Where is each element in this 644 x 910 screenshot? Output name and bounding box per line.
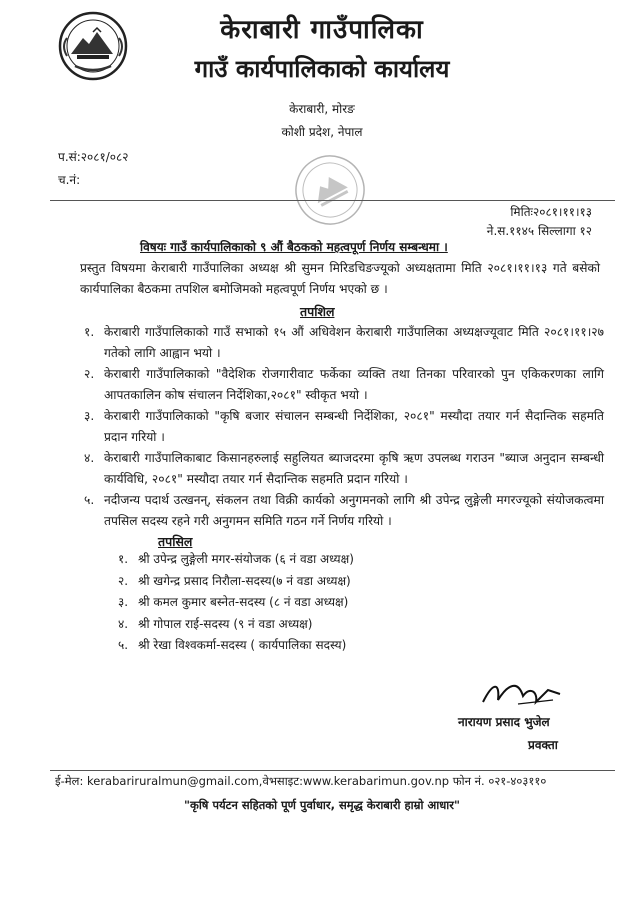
footer-slogan: "कृषि पर्यटन सहितको पूर्ण पुर्वाधार, समृद्ध केराबारी हाम्रो आधार": [184, 798, 460, 812]
decision-item: २. केराबारी गाउँपालिकाको "वैदेशिक रोजगारीवाट फर्केका व्यक्ति तथा तिनका परिवारको पुन एकिकरणका लागि आपतकालिन कोष संचालन निर्देशिका,२०८१" स्वीकृत भयो ।: [84, 367, 604, 402]
members-heading: तपसिल: [158, 534, 193, 549]
office-stamp-icon: [285, 150, 375, 230]
header-divider: [50, 200, 615, 201]
decision-item: ४. केराबारी गाउँपालिकाबाट किसानहरुलाई सहुलियत ब्याजदरमा कृषि ऋण उपलब्ध गराउन "ब्याज अनुदान सम्बन्धी कार्यविधि, २०८१" मस्यौदा तयार गर्न सैदान्तिक सहमति प्रदान गरियो ।: [84, 451, 604, 486]
members-list: [118, 549, 354, 657]
member-item: १. श्री उपेन्द्र लुङ्गेली मगर-संयोजक (६ नं वडा अध्यक्ष): [118, 552, 354, 566]
date-bs: मितिः२०८१।११।१३: [510, 205, 592, 219]
decisions-heading: तपशिल: [300, 304, 335, 319]
member-item: ४. श्री गोपाल राई-सदस्य (९ नं वडा अध्यक्ष): [118, 616, 313, 631]
footer-divider: [50, 770, 615, 771]
reference-number: प.सं:२०८१/०८२: [58, 150, 129, 164]
decisions-list: [84, 322, 604, 532]
member-item: २. श्री खगेन्द्र प्रसाद निरौला-सदस्य(७ नं वडा अध्यक्ष): [118, 573, 351, 588]
address-line-2: कोशी प्रदेश, नेपाल: [281, 125, 363, 139]
date-ns: ने.स.११४५ सिल्लागा १२: [486, 224, 592, 238]
intro-paragraph: प्रस्तुत विषयमा केराबारी गाउँपालिका अध्यक्ष श्री सुमन मिरिडचिङज्यूको अध्यक्षतामा मिति २०८१।११।१३ गते बसेको कार्यपालिका बैठकमा तपशिल बमोजिमको महत्वपूर्ण निर्णय भएको छ ।: [80, 261, 600, 296]
municipality-title: केराबारी गाउँपालिका: [220, 15, 424, 45]
member-item: ३. श्री कमल कुमार बस्नेत-सदस्य (८ नं वडा अध्यक्ष): [118, 595, 349, 609]
decision-item: ५. नदीजन्य पदार्थ उत्खनन्, संकलन तथा विक्री कार्यको अनुगमनको लागि श्री उपेन्द्र लुङ्गेली मगरज्यूको संयोजकत्वमा तपसिल सदस्य रहने गरी अनुगमन समिति गठन गर्ने निर्णय गरियो ।: [84, 493, 604, 528]
dispatch-number: च.नं:: [58, 173, 81, 187]
signatory-role: प्रवक्ता: [528, 738, 558, 752]
signatory-name: नारायण प्रसाद भुजेल: [458, 715, 550, 729]
address-line-1: केराबारी, मोरङ: [289, 102, 355, 116]
subject-line: विषयः गाउँ कार्यपालिकाको ९ औं बैठकको महत्वपूर्ण निर्णय सम्बन्धमा ।: [140, 240, 448, 254]
office-title: गाउँ कार्यपालिकाको कार्यालय: [194, 54, 450, 83]
footer-contact: ई-मेल: kerabariruralmun@gmail.com,वेभसाइट:www.kerabarimun.gov.np फोन नं. ०२१-४०३११०: [55, 774, 547, 788]
signature-icon: [478, 672, 578, 712]
decision-item: १. केराबारी गाउँपालिकाको गाउँ सभाको १५ औं अधिवेशन केराबारी गाउँपालिका अध्यक्षज्यूवाट मिति २०८१।११।२७ गतेको लागि आह्वान भयो ।: [84, 325, 604, 360]
decision-item: ३. केराबारी गाउँपालिकाको "कृषि बजार संचालन सम्बन्धी निर्देशिका, २०८१" मस्यौदा तयार गर्न सैदान्तिक सहमति प्रदान गरियो ।: [84, 409, 604, 444]
member-item: ५. श्री रेखा विश्वकर्मा-सदस्य ( कार्यपालिका सदस्य): [118, 638, 347, 652]
